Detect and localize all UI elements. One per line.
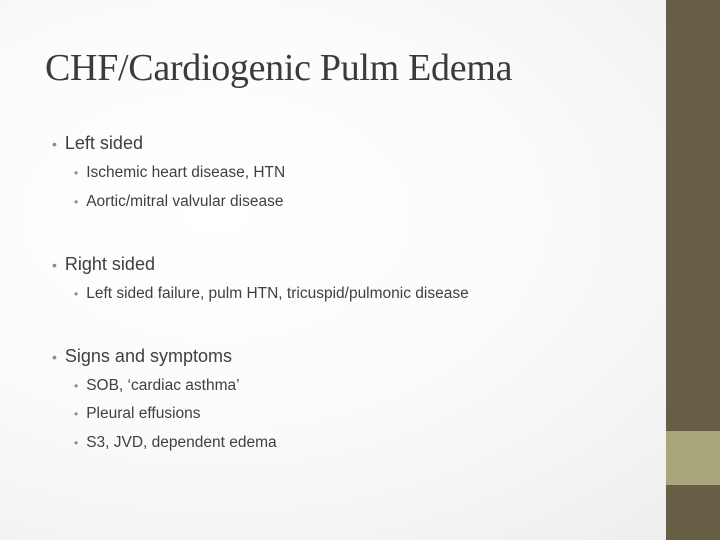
sub-bullet-sob xyxy=(74,376,240,396)
sub-bullet-s3-jvd xyxy=(74,433,277,453)
bullet-icon: • xyxy=(52,257,57,273)
bullet-icon: • xyxy=(74,287,79,301)
sub-bullet-text: Ischemic heart disease, HTN xyxy=(86,164,286,181)
sub-bullet-text: Left sided failure, pulm HTN, tricuspid/pulmonic disease xyxy=(86,285,469,302)
sub-bullet-pleural xyxy=(74,404,201,424)
sub-bullet-text: S3, JVD, dependent edema xyxy=(86,434,277,451)
sub-bullet-valvular xyxy=(74,192,283,212)
bullet-icon: • xyxy=(74,379,79,393)
bullet-left-sided xyxy=(52,131,143,156)
bullet-icon: • xyxy=(52,349,57,365)
bullet-icon: • xyxy=(74,436,79,450)
bullet-signs-symptoms xyxy=(52,344,232,369)
bullet-icon: • xyxy=(74,407,79,421)
bullet-text: Left sided xyxy=(64,133,143,153)
sub-bullet-text: SOB, ‘cardiac asthma’ xyxy=(86,377,240,394)
bullet-icon: • xyxy=(52,136,57,152)
sub-bullet-ischemic xyxy=(74,163,285,183)
bullet-text: Right sided xyxy=(64,254,155,274)
sub-bullet-text: Pleural effusions xyxy=(86,405,201,422)
bullet-right-sided xyxy=(52,252,155,277)
sub-bullet-left-sided-failure xyxy=(74,284,469,304)
slide-title: CHF/Cardiogenic Pulm Edema xyxy=(45,47,513,89)
bullet-text: Signs and symptoms xyxy=(64,346,232,366)
side-decoration-accent xyxy=(666,431,720,485)
bullet-icon: • xyxy=(74,166,79,180)
sub-bullet-text: Aortic/mitral valvular disease xyxy=(86,193,284,210)
bullet-icon: • xyxy=(74,195,79,209)
